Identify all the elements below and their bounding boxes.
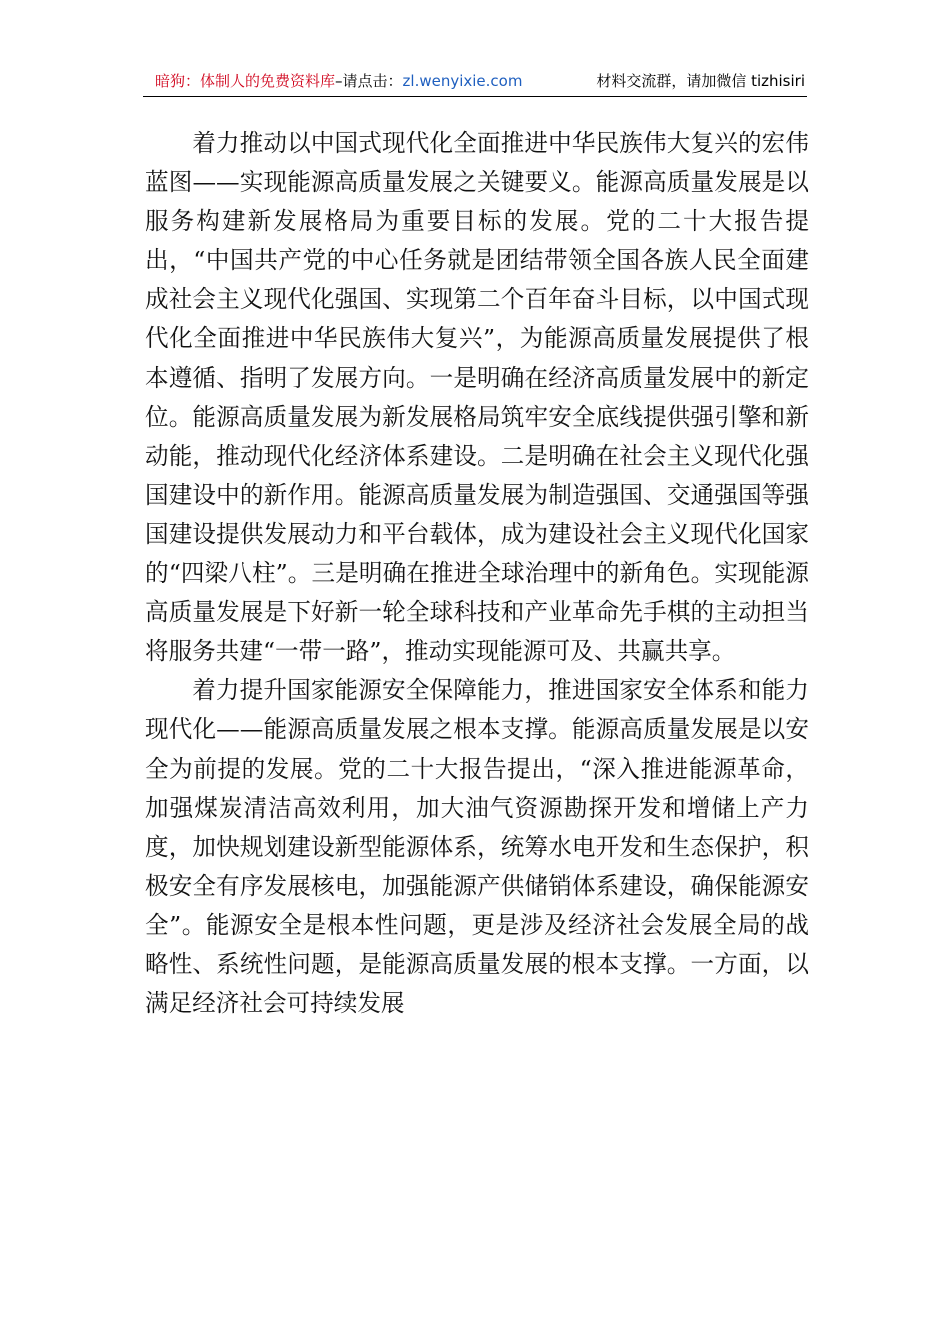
page-header: [143, 70, 807, 97]
paragraph-2: 着力提升国家能源安全保障能力，推进国家安全体系和能力现代化——能源高质量发展之根本支撑。能源高质量发展是以安全为前提的发展。党的二十大报告提出，“深入推进能源革命，加强煤炭清洁高效利用，加大油气资源勘探开发和增储上产力度，加快规划建设新型能源体系，统筹水电开发和生态保护，积极安全有序发展核电，加强能源产供储销体系建设，确保能源安全”。能源安全是根本性问题，更是涉及经济社会发展全局的战略性、系统性问题，是能源高质量发展的根本支撑。一方面，以满足经济社会可持续发展: [145, 676, 809, 1018]
header-prompt: –请点击：: [335, 72, 403, 90]
header-wechat-note: 材料交流群，请加微信 tizhisiri: [596, 72, 805, 90]
paragraph-1: 着力推动以中国式现代化全面推进中华民族伟大复兴的宏伟蓝图——实现能源高质量发展之关键要义。能源高质量发展是以服务构建新发展格局为重要目标的发展。党的二十大报告提出，“中国共产党的中心任务就是团结带领全国各族人民全面建成社会主义现代化强国、实现第二个百年奋斗目标，以中国式现代化全面推进中华民族伟大复兴”，为能源高质量发展提供了根本遵循、指明了发展方向。一是明确在经济高质量发展中的新定位。能源高质量发展为新发展格局筑牢安全底线提供强引擎和新动能，推动现代化经济体系建设。二是明确在社会主义现代化强国建设中的新作用。能源高质量发展为制造强国、交通强国等强国建设提供发展动力和平台载体，成为建设社会主义现代化国家的“四梁八柱”。三是明确在推进全球治理中的新角色。实现能源高质量发展是下好新一轮全球科技和产业革命先手棋的主动担当将服务共建“一带一路”，推动实现能源可及、共赢共享。: [145, 129, 809, 666]
header-link[interactable]: zl.wenyixie.com: [402, 72, 523, 90]
header-brand: 暗狗：体制人的免费资料库: [155, 72, 336, 90]
header-ad: [155, 70, 522, 92]
document-body: [145, 124, 809, 1023]
